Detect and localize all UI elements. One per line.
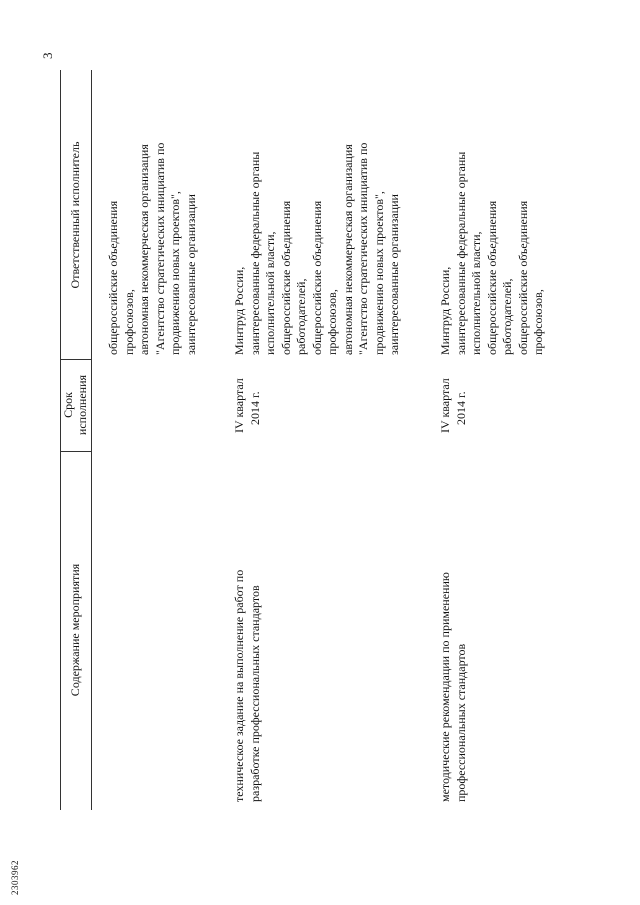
row1-executor-line: заинтересованные организации <box>183 194 198 355</box>
row2-content-line: разработке профессиональных стандартов <box>247 585 262 802</box>
row2-deadline-line: 2014 г. <box>247 391 262 425</box>
row2-executor-line: общероссийские объединения <box>278 200 293 355</box>
header-deadline-line1: Срок <box>61 392 75 418</box>
row1-executor-line: профсоюзов, <box>121 289 136 355</box>
row2-executor-line: исполнительной власти, <box>263 231 277 355</box>
row3-executor-line: общероссийские объединения <box>515 200 530 355</box>
row1-executor-line: "Агентство стратегических инициатив по <box>152 142 167 355</box>
row3-executor-line: общероссийские объединения <box>484 200 499 355</box>
row2-executor <box>232 143 403 355</box>
column-divider-2 <box>60 359 91 360</box>
row3-executor-line: работодателей, <box>500 278 514 355</box>
row1-executor-line: общероссийские объединения <box>106 200 120 355</box>
row3-deadline <box>438 378 469 433</box>
row3-executor-line: заинтересованные федеральные органы <box>453 151 468 355</box>
row2-executor-line: "Агентство стратегических инициатив по <box>356 142 370 355</box>
header-deadline-line2: исполнения <box>75 374 89 436</box>
row2-executor-line: автономная некоммерческая организация <box>340 144 355 355</box>
row2-content-line: техническое задание на выполнение работ по <box>232 569 246 802</box>
row2-executor-line: профсоюзов, <box>325 289 339 355</box>
header-executor: Ответственный исполнитель <box>68 141 82 289</box>
column-divider-1 <box>60 451 91 452</box>
row2-executor-line: работодателей, <box>294 278 308 355</box>
row3-content-line: методические рекомендации по применению <box>438 572 452 802</box>
row3-deadline-line: IV квартал <box>438 378 452 433</box>
document-code: 2303962 <box>10 860 20 895</box>
row1-executor-line: продвижению новых проектов", <box>168 191 182 355</box>
row2-executor-line: общероссийские объединения <box>309 200 324 355</box>
row2-executor-line: Минтруд России, <box>232 266 246 355</box>
row2-executor-line: заинтересованные организации <box>387 194 401 355</box>
row3-executor-line: исполнительной власти, <box>469 231 483 355</box>
row3-content <box>438 572 469 802</box>
row3-deadline-line: 2014 г. <box>453 391 468 425</box>
page-number: 3 <box>40 52 55 59</box>
row3-executor-line: Минтруд России, <box>438 266 452 355</box>
row2-content <box>232 570 263 802</box>
row2-executor-line: заинтересованные федеральные органы <box>247 151 262 355</box>
header-content: Содержание мероприятия <box>68 563 82 697</box>
table-header-rule <box>91 70 92 810</box>
row1-executor-line: автономная некоммерческая организация <box>137 144 151 355</box>
row3-content-line: профессиональных стандартов <box>453 643 468 802</box>
row2-deadline <box>232 378 263 433</box>
row3-executor-line: профсоюзов, <box>531 289 545 355</box>
row2-executor-line: продвижению новых проектов", <box>371 191 386 355</box>
header-deadline <box>61 361 89 449</box>
row1-executor <box>106 143 199 355</box>
row2-deadline-line: IV квартал <box>232 378 246 433</box>
row3-executor <box>438 152 547 355</box>
